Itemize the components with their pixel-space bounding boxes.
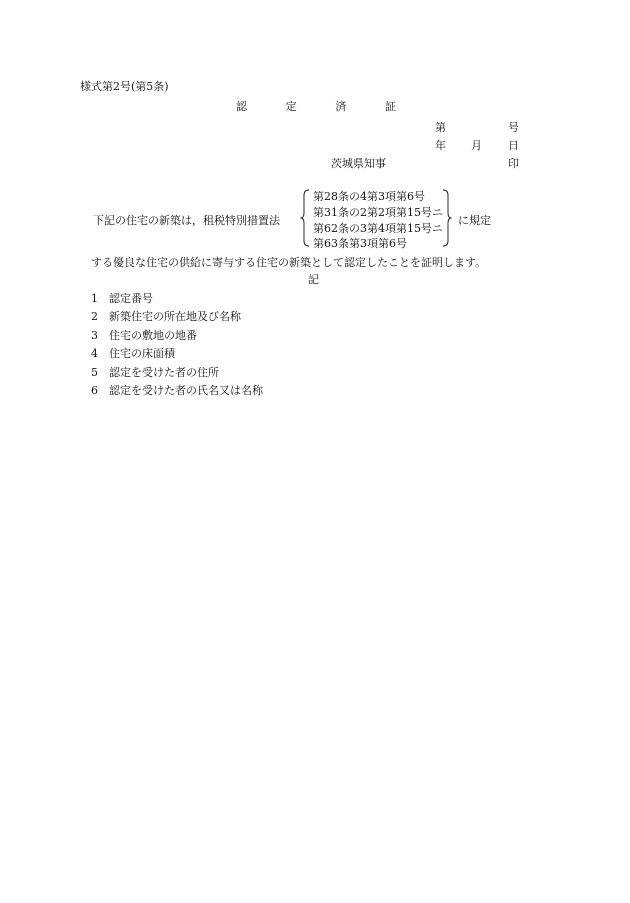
- item-number: 3: [91, 329, 98, 342]
- item-label: 住宅の床面積: [109, 347, 175, 360]
- title-char: 認: [236, 100, 247, 113]
- body-text-line2: する優良な住宅の供給に寄与する住宅の新築として認定したことを証明します。: [91, 256, 487, 269]
- list-item: [91, 366, 219, 380]
- document-title: [236, 100, 396, 114]
- item-number: 1: [91, 292, 98, 305]
- item-label: 新築住宅の所在地及び名称: [109, 310, 241, 323]
- item-number: 5: [91, 366, 98, 379]
- law-reference: 第63条第3項第6号: [313, 237, 407, 250]
- item-number: 6: [91, 384, 98, 397]
- ki-heading: 記: [308, 273, 319, 286]
- item-number: 2: [91, 310, 98, 323]
- list-item: [91, 347, 175, 361]
- law-reference: 第28条の4第3項第6号: [313, 190, 425, 203]
- number-prefix: 第: [435, 121, 446, 134]
- law-reference: 第62条の3第4項第15号ニ: [313, 222, 443, 235]
- item-label: 認定を受けた者の氏名又は名称: [109, 384, 263, 397]
- body-text-start: 下記の住宅の新築は，租税特別措置法: [93, 214, 280, 227]
- title-char: 証: [384, 100, 396, 113]
- form-label: 様式第2号(第5条): [80, 80, 169, 93]
- list-item: [91, 292, 153, 306]
- date-year: 年: [435, 139, 446, 152]
- right-brace: [442, 189, 452, 247]
- item-number: 4: [91, 347, 98, 360]
- left-brace: [300, 189, 310, 247]
- date-month: 月: [471, 139, 482, 152]
- number-suffix: 号: [508, 121, 519, 134]
- item-label: 住宅の敷地の地番: [109, 329, 197, 342]
- date-day: 日: [508, 139, 519, 152]
- item-label: 認定を受けた者の住所: [109, 366, 219, 379]
- list-item: [91, 329, 197, 343]
- body-text-end: に規定: [458, 214, 491, 227]
- list-item: [91, 384, 263, 398]
- seal-mark: 印: [508, 157, 519, 170]
- title-char: 定: [285, 100, 297, 113]
- title-char: 済: [335, 100, 347, 113]
- item-label: 認定番号: [109, 292, 153, 305]
- issuer-name: 茨城県知事: [331, 157, 386, 170]
- list-item: [91, 310, 241, 324]
- law-reference: 第31条の2第2項第15号ニ: [313, 206, 443, 219]
